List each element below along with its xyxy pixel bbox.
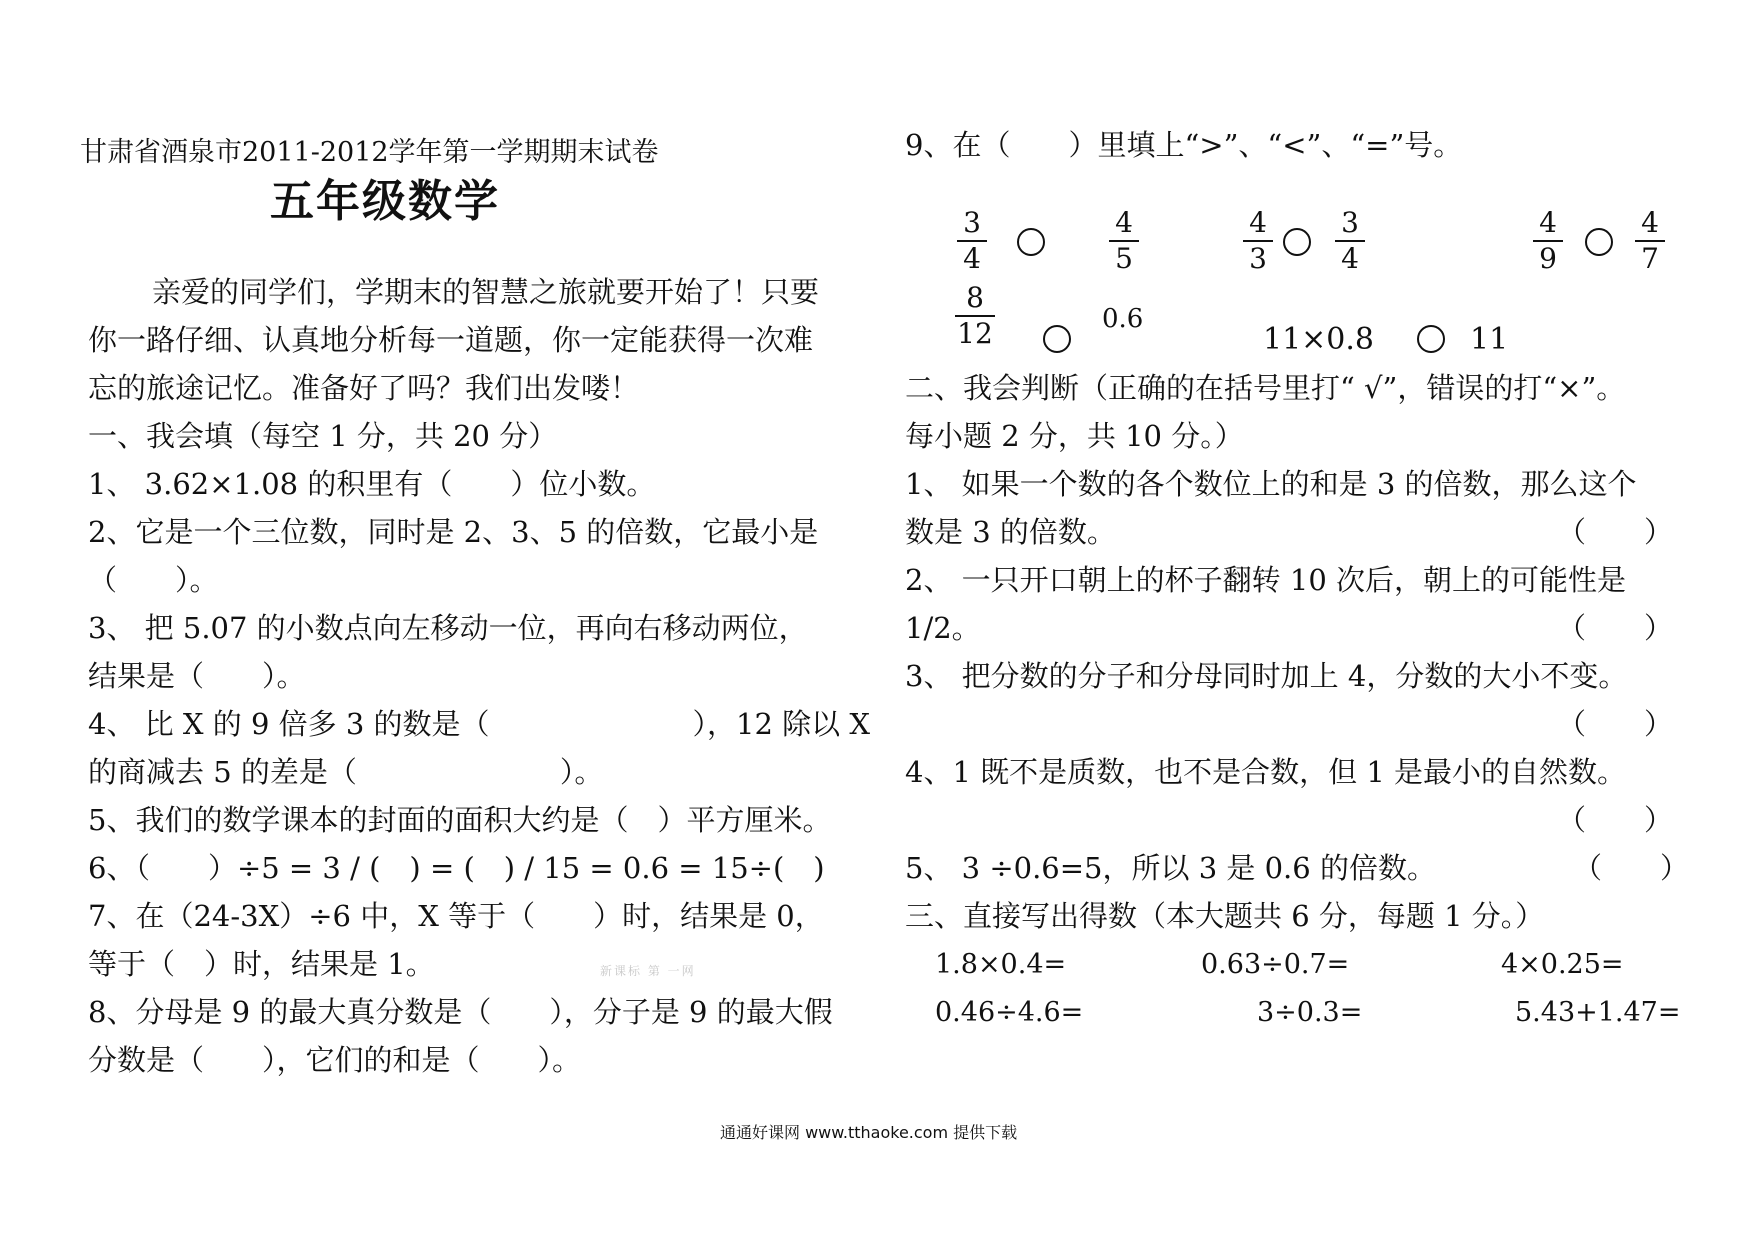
- section-title: 二、我会判断（正确的在括号里打“ √”，错误的打“×”。: [905, 371, 1626, 405]
- calc-item: 0.63÷0.7=: [1201, 949, 1350, 980]
- compare-circle[interactable]: [1017, 228, 1045, 256]
- question-line: 7、在（24-3X）÷6 中，X 等于（ ）时，结果是 0，: [88, 899, 824, 933]
- answer-paren[interactable]: （ ）: [1557, 515, 1674, 549]
- footer-credit: 通通好课网 www.tthaoke.com 提供下载: [720, 1123, 1018, 1142]
- calc-item: 1.8×0.4=: [935, 949, 1067, 980]
- value-11: 11: [1470, 322, 1509, 357]
- fraction: 3 4: [957, 208, 987, 274]
- section-subtitle: 每小题 2 分，共 10 分。）: [905, 419, 1244, 453]
- intro-line: 你一路仔细、认真地分析每一道题，你一定能获得一次难: [88, 323, 814, 357]
- q9-title: 9、在（ ）里填上“>”、“<”、“=”号。: [905, 128, 1463, 162]
- watermark: 新课标 第 一网: [600, 964, 696, 978]
- question-line: 8、分母是 9 的最大真分数是（ ），分子是 9 的最大假: [88, 995, 833, 1029]
- exam-subtitle: 甘肃省酒泉市2011-2012学年第一学期期末试卷: [80, 137, 659, 168]
- question-line: 分数是（ ），它们的和是（ ）。: [88, 1043, 582, 1077]
- question-line: 结果是（ ）。: [88, 659, 306, 693]
- question-line: 5、我们的数学课本的封面的面积大约是（ ）平方厘米。: [88, 803, 832, 837]
- fraction: 4 5: [1109, 208, 1139, 274]
- question-line: 6、（ ）÷5 = 3 / ( ) = ( ) / 15 = 0.6 = 15÷( ): [88, 851, 825, 885]
- compare-circle[interactable]: [1043, 325, 1071, 353]
- compare-circle[interactable]: [1417, 325, 1445, 353]
- intro-line: 亲爱的同学们，学期末的智慧之旅就要开始了！只要: [152, 275, 820, 309]
- question-line: 4、 比 X 的 9 倍多 3 的数是（ ），12 除以 X: [88, 707, 871, 741]
- calc-item: 4×0.25=: [1501, 949, 1624, 980]
- question-line: （ ）。: [88, 563, 219, 597]
- question-line: 2、它是一个三位数，同时是 2、3、5 的倍数，它最小是: [88, 515, 819, 549]
- fraction: 4 3: [1243, 208, 1273, 274]
- answer-paren[interactable]: （ ）: [1573, 851, 1690, 885]
- intro-line: 忘的旅途记忆。准备好了吗？我们出发喽！: [88, 371, 640, 405]
- section-title: 三、直接写出得数（本大题共 6 分，每题 1 分。）: [905, 899, 1545, 933]
- judge-line: 3、 把分数的分子和分母同时加上 4，分数的大小不变。: [905, 659, 1628, 693]
- fraction: 3 4: [1335, 208, 1365, 274]
- judge-line: 1/2。: [905, 611, 981, 645]
- question-line: 的商减去 5 的差是（ ）。: [88, 755, 604, 789]
- fraction: 4 9: [1533, 208, 1563, 274]
- calc-item: 3÷0.3=: [1257, 997, 1363, 1028]
- fraction: 8 12: [955, 283, 995, 349]
- calc-item: 0.46÷4.6=: [935, 997, 1084, 1028]
- answer-paren[interactable]: （ ）: [1557, 803, 1674, 837]
- question-line: 3、 把 5.07 的小数点向左移动一位，再向右移动两位，: [88, 611, 808, 645]
- judge-line: 1、 如果一个数的各个数位上的和是 3 的倍数，那么这个: [905, 467, 1637, 501]
- question-line: 等于（ ）时，结果是 1。: [88, 947, 435, 981]
- answer-paren[interactable]: （ ）: [1557, 707, 1674, 741]
- decimal-value: 0.6: [1102, 304, 1144, 334]
- expression: 11×0.8: [1263, 322, 1375, 357]
- calc-item: 5.43+1.47=: [1515, 997, 1681, 1028]
- question-line: 1、 3.62×1.08 的积里有（ ）位小数。: [88, 467, 656, 501]
- compare-circle[interactable]: [1585, 228, 1613, 256]
- judge-line: 4、1 既不是质数，也不是合数，但 1 是最小的自然数。: [905, 755, 1627, 789]
- answer-paren[interactable]: （ ）: [1557, 611, 1674, 645]
- exam-title: 五年级数学: [270, 176, 500, 227]
- fraction: 4 7: [1635, 208, 1665, 274]
- judge-line: 数是 3 的倍数。: [905, 515, 1116, 549]
- compare-circle[interactable]: [1283, 228, 1311, 256]
- judge-line: 5、 3 ÷0.6=5，所以 3 是 0.6 的倍数。: [905, 851, 1436, 885]
- judge-line: 2、 一只开口朝上的杯子翻转 10 次后，朝上的可能性是: [905, 563, 1627, 597]
- section-title: 一、我会填（每空 1 分，共 20 分）: [88, 419, 558, 453]
